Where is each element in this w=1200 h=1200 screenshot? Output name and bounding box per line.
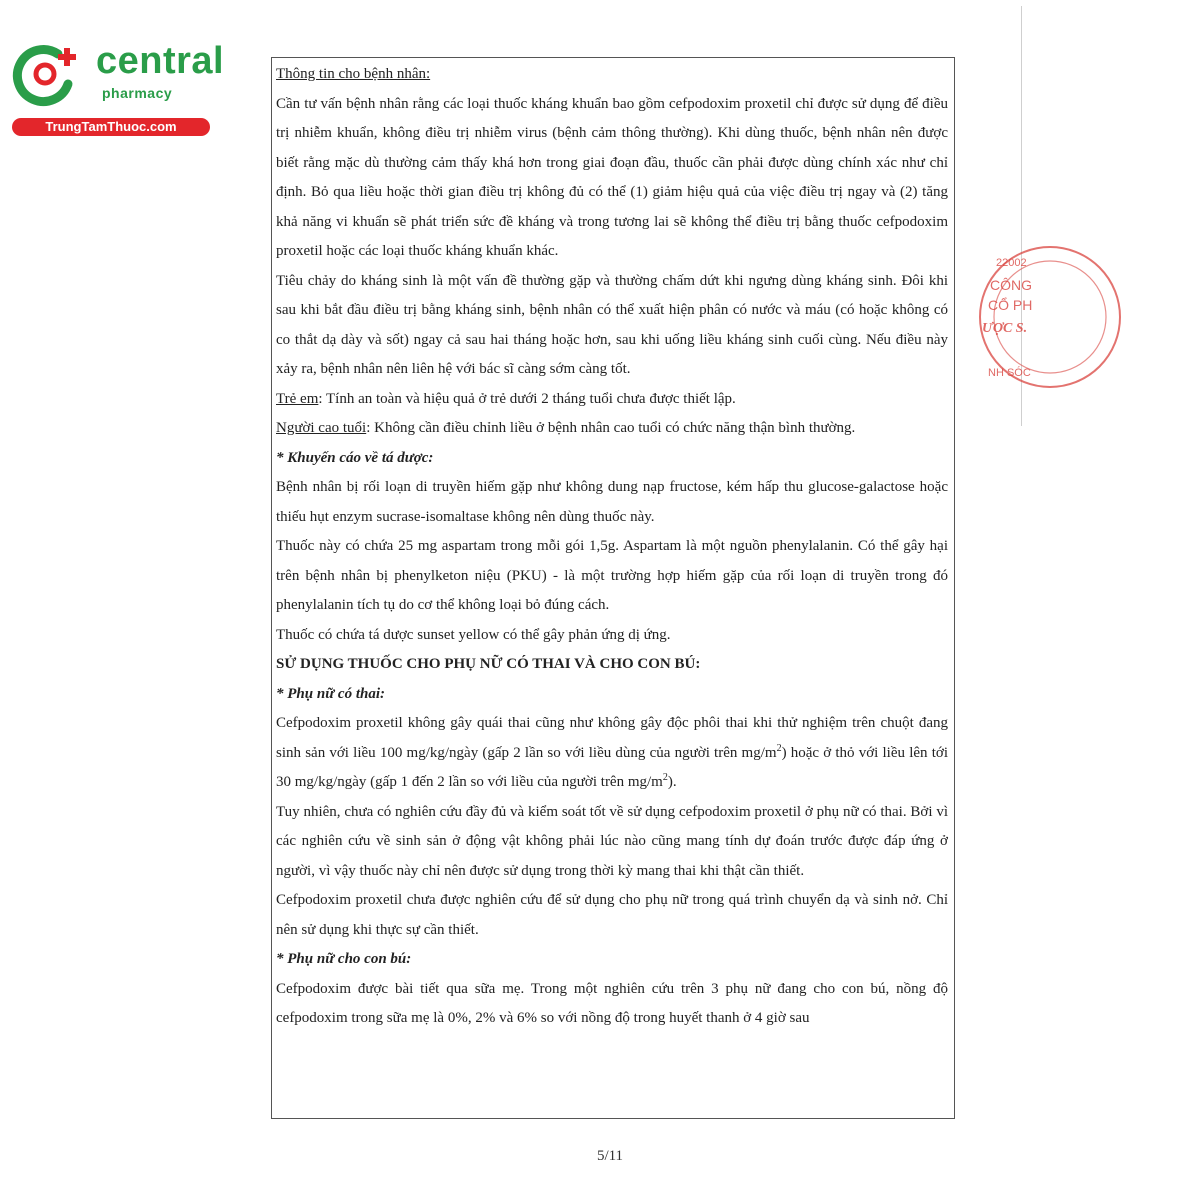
stamp-text-2: CÔNG	[990, 277, 1032, 293]
excipient-paragraph-3: Thuốc có chứa tá dược sunset yellow có thể gây phản ứng dị ứng.	[276, 626, 671, 643]
breastfeeding-paragraph: Cefpodoxim được bài tiết qua sữa mẹ. Trong một nghiên cứu trên 3 phụ nữ đang cho con bú, nồng độ cefpodoxim trong sữa mẹ là 0%, 2% và 6% so với nồng độ trong huyết thanh ở 4 giờ sau	[276, 980, 948, 1026]
superscript-2: 2	[662, 772, 668, 783]
stamp-text-1: 22002	[996, 257, 1027, 269]
elderly-text: : Không cần điều chỉnh liều ở bệnh nhân cao tuổi có chức năng thận bình thường.	[366, 420, 856, 436]
logo-subtitle: pharmacy	[102, 85, 173, 101]
excipient-title: * Khuyến cáo về tá dược:	[276, 449, 434, 466]
children-paragraph	[276, 385, 948, 415]
antibiotic-diarrhea-paragraph: Tiêu chảy do kháng sinh là một vấn đề thường gặp và thường chấm dứt khi ngưng dùng kháng sinh. Đôi khi sau khi bắt đầu điều trị bằng kháng sinh, bệnh nhân có thể xuất hiện phân có nước và máu (có hoặc không có co thắt dạ dày và sốt) ngay cả sau hai tháng hoặc hơn, sau khi uống liều kháng sinh cuối cùng. Nếu điều này xảy ra, bệnh nhân nên liên hệ với bác sĩ càng sớm càng tốt.	[276, 272, 948, 377]
stamp-text-5: NH SÓC	[988, 367, 1031, 379]
pregnancy-section-title: SỬ DỤNG THUỐC CHO PHỤ NỮ CÓ THAI VÀ CHO CON BÚ:	[276, 656, 701, 672]
brand-logo[interactable]	[12, 36, 225, 136]
excipient-paragraph-1: Bệnh nhân bị rối loạn di truyền hiếm gặp như không dung nạp fructose, kém hấp thu glucose-galactose hoặc thiếu hụt enzym sucrase-isomaltase không nên dùng thuốc này.	[276, 479, 948, 525]
pregnant-paragraph-3: Cefpodoxim proxetil chưa được nghiên cứu để sử dụng cho phụ nữ trong quá trình chuyển dạ và sinh nở. Chỉ nên sử dụng khi thực sự cần thiết.	[276, 892, 948, 938]
logo-banner[interactable]: TrungTamThuoc.com	[12, 118, 210, 136]
stamp-text-4: ƯỢC S.	[982, 321, 1028, 336]
logo-name: central	[96, 40, 225, 82]
children-label: Trẻ em	[276, 390, 319, 407]
logo-mark-icon	[12, 40, 82, 106]
excipient-paragraph-2: Thuốc này có chứa 25 mg aspartam trong mỗi gói 1,5g. Aspartam là một nguồn phenylalanin. Có thể gây hại trên bệnh nhân bị phenylketon niệu (PKU) - là một trường hợp hiếm gặp của rối loạn di truyền trong đó phenylalanin tích tụ do cơ thể không loại bỏ đúng cách.	[276, 538, 948, 613]
pregnant-text-c: ).	[667, 774, 677, 790]
pregnant-text-a: Cefpodoxim proxetil không gây quái thai cũng như không gây độc phôi thai khi thử nghiệm trên chuột đang sinh sản với liều 100 mg/kg/ngày (gấp 2 lần so với liều dùng của người trên mg/m	[276, 715, 948, 761]
stamp-text-3: CỔ PH	[988, 297, 1033, 313]
pregnant-text-b: ) hoặc ở thỏ với liều lên tới 30 mg/kg/ngày (gấp 1 đến 2 lần so với liều của người trên mg/m	[276, 744, 948, 790]
superscript-1: 2	[776, 742, 782, 754]
elderly-paragraph	[276, 414, 948, 444]
children-text: : Tính an toàn và hiệu quả ở trẻ dưới 2 tháng tuổi chưa được thiết lập.	[318, 390, 736, 407]
patient-info-title: Thông tin cho bệnh nhân:	[276, 66, 431, 82]
elderly-label: Người cao tuổi	[276, 420, 367, 436]
page-number: 5/11	[596, 1148, 624, 1164]
pregnant-paragraph-1	[276, 709, 948, 798]
pregnant-paragraph-2: Tuy nhiên, chưa có nghiên cứu đầy đủ và kiểm soát tốt về sử dụng cefpodoxim proxetil ở phụ nữ có thai. Bởi vì các nghiên cứu về sinh sản ở động vật không phải lúc nào cũng mang tính dự đoán trước được đáp ứng ở người, vì vậy thuốc này chỉ nên được sử dụng trong thời kỳ mang thai khi thật cần thiết.	[276, 803, 948, 879]
patient-info-paragraph: Cần tư vấn bệnh nhân rằng các loại thuốc kháng khuẩn bao gồm cefpodoxim proxetil chỉ được sử dụng để điều trị nhiễm khuẩn, không điều trị nhiễm virus (bệnh cảm thông thường). Khi dùng thuốc, bệnh nhân nên được biết rằng mặc dù thường cảm thấy khá hơn trong giai đoạn đầu, thuốc cần phải được dùng chính xác như chỉ định. Bỏ qua liều hoặc thời gian điều trị không đủ có thể (1) giảm hiệu quả của việc điều trị ngay và (2) tăng khả năng vi khuẩn sẽ phát triển sức đề kháng và trong tương lai sẽ không thể điều trị bằng thuốc cefpodoxim proxetil hoặc các loại thuốc kháng khuẩn khác.	[276, 95, 948, 259]
pregnant-title: * Phụ nữ có thai:	[276, 685, 386, 702]
official-stamp	[976, 238, 1033, 396]
document-body	[271, 57, 955, 1119]
breastfeeding-title: * Phụ nữ cho con bú:	[276, 951, 412, 967]
